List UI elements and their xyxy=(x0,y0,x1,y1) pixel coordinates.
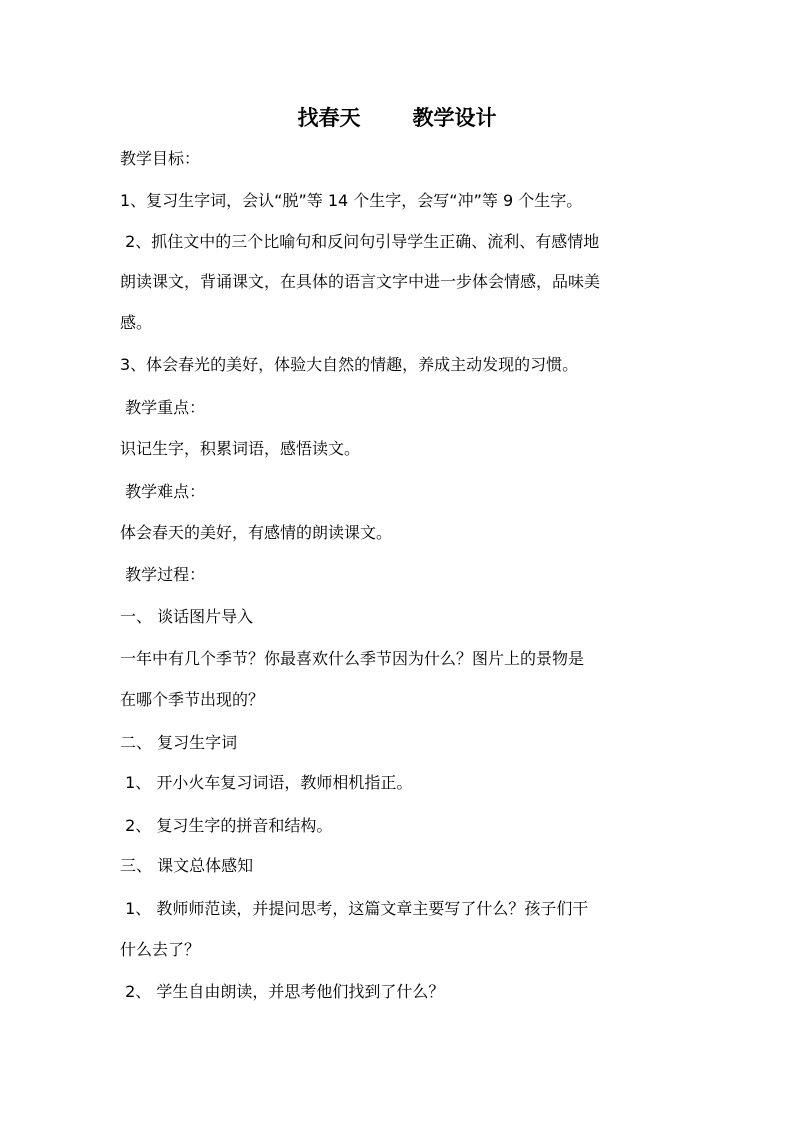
heading-key-points: 教学重点： xyxy=(120,398,206,417)
heading-objectives: 教学目标： xyxy=(120,149,201,168)
section-2-item-1: 1、 开小火车复习词语，教师相机指正。 xyxy=(120,773,413,792)
heading-process: 教学过程： xyxy=(120,565,206,584)
title-main: 找春天 xyxy=(297,105,361,130)
objective-2-line-1: 2、抓住文中的三个比喻句和反问句引导学生正确、流利、有感情地 xyxy=(120,232,600,251)
heading-difficulties: 教学难点： xyxy=(120,482,206,501)
title-sub: 教学设计 xyxy=(412,105,497,130)
section-3-heading: 三、 课文总体感知 xyxy=(120,856,254,875)
section-1-heading: 一、 谈话图片导入 xyxy=(120,607,254,626)
section-1-text-line-2: 在哪个季节出现的？ xyxy=(120,690,265,709)
objective-3: 3、体会春光的美好，体验大自然的情趣，养成主动发现的习惯。 xyxy=(120,355,579,374)
objective-2-line-2: 朗读课文，背诵课文，在具体的语言文字中进一步体会情感，品味美 xyxy=(120,272,601,291)
section-3-item-2: 2、 学生自由朗读，并思考他们找到了什么？ xyxy=(120,982,445,1001)
section-1-text-line-1: 一年中有几个季节？你最喜欢什么季节因为什么？图片上的景物是 xyxy=(120,649,585,668)
section-2-heading: 二、 复习生字词 xyxy=(120,733,238,752)
objective-2-line-3: 感。 xyxy=(120,313,153,332)
section-3-item-1-line-1: 1、 教师师范读，并提问思考，这篇文章主要写了什么？孩子们干 xyxy=(120,899,589,918)
key-points-text: 识记生字，积累词语，感悟读文。 xyxy=(120,439,361,458)
difficulties-text: 体会春天的美好，有感情的朗读课文。 xyxy=(120,523,393,542)
document-title xyxy=(0,102,794,134)
objective-1: 1、复习生字词，会认“脱”等 14 个生字，会写“冲”等 9 个生字。 xyxy=(120,191,583,210)
section-3-item-1-line-2: 什么去了？ xyxy=(120,940,201,959)
section-2-item-2: 2、 复习生字的拼音和结构。 xyxy=(120,816,333,835)
